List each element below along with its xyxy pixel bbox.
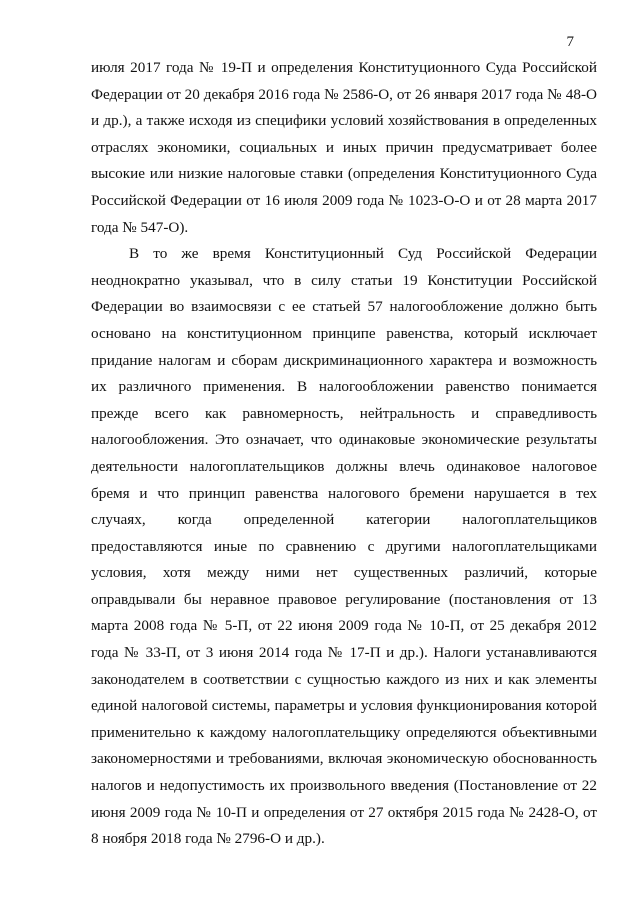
text-line: года № 547-О). xyxy=(91,218,189,236)
text-line: бремя и что принцип равенства налогового бремени нарушается в тех xyxy=(91,484,597,502)
text-line: 8 ноября 2018 года № 2796-О и др.). xyxy=(91,830,325,848)
text-line: года № 33-П, от 3 июня 2014 года № 17-П и др.). Налоги устанавливаются xyxy=(91,644,597,662)
text-line: налогов и недопустимость их произвольного введения (Постановление от 22 xyxy=(91,777,597,795)
text-line: марта 2008 года № 5-П, от 22 июня 2009 года № 10-П, от 25 декабря 2012 xyxy=(91,617,597,635)
text-line: июля 2017 года № 19-П и определения Конституционного Суда Российской xyxy=(91,59,597,76)
text-line: Российской Федерации от 16 июля 2009 года № 1023-О-О и от 28 марта 2017 xyxy=(91,191,597,209)
text-line: основано на конституционном принципе равенства, который исключает xyxy=(91,324,597,342)
paragraph-first-line: В то же время Конституционный Суд Российской Федерации xyxy=(129,245,597,263)
text-line: применительно к каждому налогоплательщику определяются объективными xyxy=(91,723,597,741)
text-line: прежде всего как равномерность, нейтральность и справедливость xyxy=(91,404,597,422)
page-number: 7 xyxy=(566,34,574,50)
text-line: случаях, когда определенной категории налогоплательщиков xyxy=(91,511,597,529)
text-line: придание налогам и сборам дискриминационного характера и возможность xyxy=(91,351,597,369)
text-line: налогообложения. Это означает, что одинаковые экономические результаты xyxy=(91,431,597,449)
text-line: закономерностями и требованиями, включая экономическую обоснованность xyxy=(91,750,597,768)
body-text xyxy=(91,55,597,853)
text-line: их различного применения. В налогообложении равенство понимается xyxy=(91,378,597,396)
text-line: законодателем в соответствии с сущностью каждого из них и как элементы xyxy=(91,670,597,688)
text-line: неоднократно указывал, что в силу статьи 19 Конституции Российской xyxy=(91,271,597,289)
text-line: предоставляются иные по сравнению с другими налогоплательщиками xyxy=(91,537,597,555)
text-line: оправдывали бы неравное правовое регулирование (постановления от 13 xyxy=(91,590,597,608)
text-line: деятельности налогоплательщиков должны влечь одинаковое налоговое xyxy=(91,457,597,475)
text-line: условия, хотя между ними нет существенных различий, которые xyxy=(91,564,597,582)
text-line: и др.), а также исходя из специфики условий хозяйствования в определенных xyxy=(91,112,597,130)
text-line: июня 2009 года № 10-П и определения от 27 октября 2015 года № 2428-О, от xyxy=(91,803,597,821)
text-line: Федерации от 20 декабря 2016 года № 2586-О, от 26 января 2017 года № 48-О xyxy=(91,85,597,103)
text-line: единой налоговой системы, параметры и условия функционирования которой xyxy=(91,697,597,715)
text-line: отраслях экономики, социальных и иных причин предусматривает более xyxy=(91,138,597,156)
text-line: Федерации во взаимосвязи с ее статьей 57 налогообложение должно быть xyxy=(91,298,597,316)
text-line: высокие или низкие налоговые ставки (определения Конституционного Суда xyxy=(91,165,597,183)
